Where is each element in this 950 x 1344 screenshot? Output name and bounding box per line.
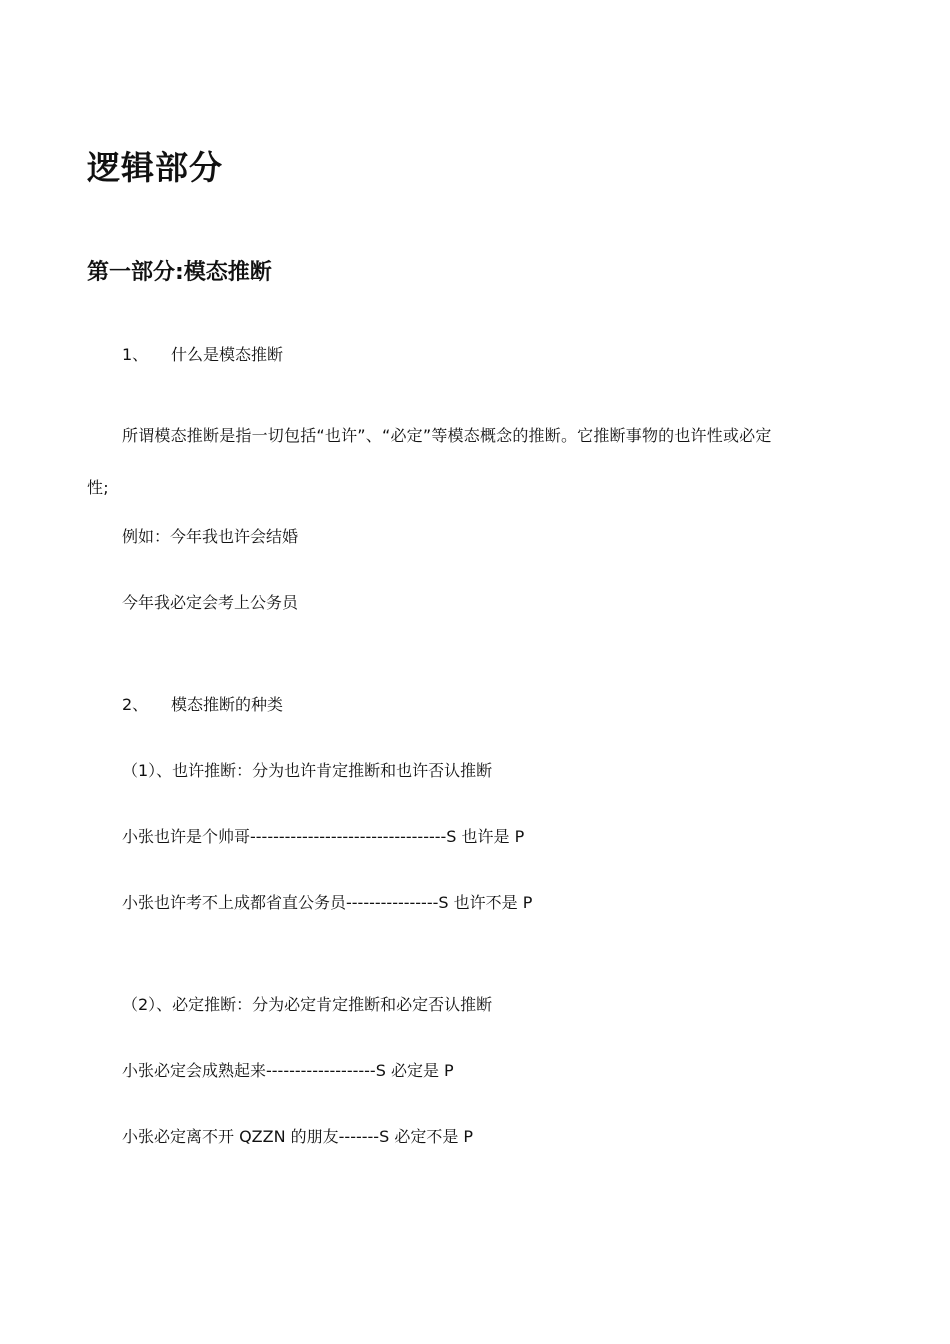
list-item-2 [122, 695, 283, 715]
section-heading: 第一部分:模态推断 [87, 260, 272, 285]
list-item-text: 什么是模态推断 [171, 345, 284, 364]
definition-line-2: 性; [87, 478, 109, 497]
page-title: 逻辑部分 [87, 148, 223, 187]
list-number: 2、 [122, 695, 149, 714]
example-line: 例如：今年我也许会结婚 [122, 527, 299, 546]
list-item-text: 模态推断的种类 [171, 695, 284, 714]
subsection-heading: （1）、也许推断：分为也许肯定推断和也许否认推断 [122, 761, 493, 780]
list-item-1 [122, 345, 283, 365]
example-line: 小张必定离不开 QZZN 的朋友-------S 必定不是 P [122, 1127, 474, 1146]
example-line: 小张也许考不上成都省直公务员----------------S 也许不是 P [122, 893, 533, 912]
example-line: 今年我必定会考上公务员 [122, 593, 299, 612]
example-line: 小张必定会成熟起来-------------------S 必定是 P [122, 1061, 454, 1080]
definition-line-1: 所谓模态推断是指一切包括“也许”、“必定”等模态概念的推断。它推断事物的也许性或必定 [122, 426, 772, 445]
definition-paragraph [87, 410, 867, 514]
example-line: 小张也许是个帅哥----------------------------------S 也许是 P [122, 827, 525, 846]
list-number: 1、 [122, 345, 149, 364]
subsection-heading: （2）、必定推断：分为必定肯定推断和必定否认推断 [122, 995, 493, 1014]
